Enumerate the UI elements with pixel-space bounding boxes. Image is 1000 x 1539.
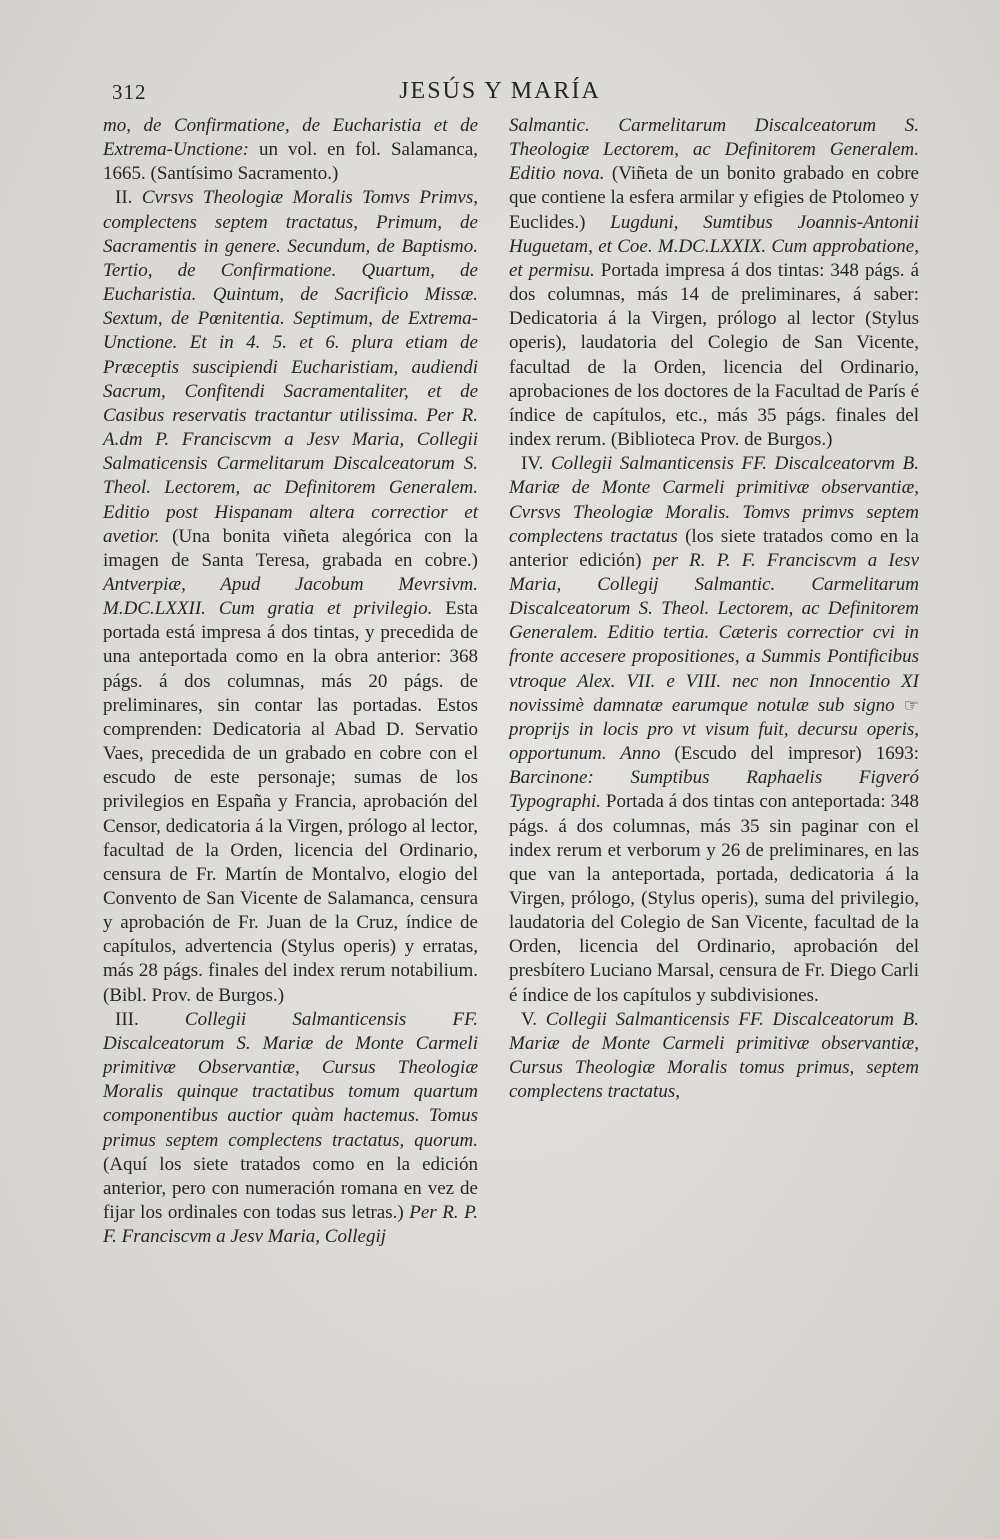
page-number: 312 — [112, 80, 147, 104]
text-run: IV. — [521, 453, 551, 475]
italic-latin-text: mo, de Confirmatione, de Eucharistia et de Extrema-Unctione: — [103, 115, 478, 161]
running-title: JESÚS Y MARÍA — [399, 78, 601, 104]
italic-latin-text: Barcinone: Sumptibus Raphaelis Figveró Typographi. — [509, 767, 919, 813]
text-run: (Viñeta de un bonito grabado en cobre que contiene la esfera armilar y efigies de Ptolomeo y Euclides.) — [509, 163, 919, 233]
italic-latin-text: Salmantic. Carmelitarum Discalceatorum S. Theologiæ Lectorem, ac Definitorem Generalem. Editio nova. — [509, 115, 919, 185]
bibliography-paragraph — [509, 1008, 919, 1105]
pointing-hand-icon: ☞ — [903, 695, 919, 715]
italic-latin-text: Per R. P. F. Franciscvm a Jesv Maria, Collegij — [103, 1202, 478, 1248]
text-run: Portada impresa á dos tintas: 348 págs. á dos columnas, más 14 de preliminares, á saber: Dedicatoria á la Virgen, prólogo al lector (Stylus operis), laudatoria del Colegio de San Vicente, facultad de la Orden, licencia del Ordinario, aprobaciones de los doctores de la Facultad de París é índice de capítulos, etc., más 35 págs. finales del index rerum. (Biblioteca Prov. de Burgos.) — [509, 259, 920, 451]
text-run: Portada á dos tintas con anteportada: 348 págs. á dos columnas, más 35 sin paginar con el index rerum et verborum y 26 de preliminares, en las que van la anteportada, portada, dedicatoria á la Virgen, prólogo, (Stylus operis), suma del privilegio, laudatoria del Colegio de San Vicente, facultad de la Orden, licencia del Ordinario, aprobación del presbítero Luciano Marsal, censura de Fr. Diego Carli é índice de los capítulos y subdivisiones. — [509, 791, 919, 1006]
text-run: II. — [115, 187, 142, 209]
bibliography-paragraph — [103, 1008, 478, 1250]
text-run: (Aquí los siete tratados como en la edición anterior, pero con numeración romana en vez de fijar los ordinales con todas sus letras.) — [103, 1153, 478, 1224]
italic-latin-text: Cvrsvs Theologiæ Moralis Tomvs Primvs, complectens septem tractatus, Primum, de Sacramentis in genere. Secundum, de Baptismo. Tertio, de Confirmatione. Quartum, de Eucharistia. Quintum, de Sacrificio Missæ. Sextum, de Pœnitentia. Septimum, de Extrema-Unctione. Et in 4. 5. et 6. plura etiam de Præceptis suscipiendi Eucharistiam, audiendi Sacrum, Confitendi Sacramentaliter, et de Casibus reservatis tractantur utilissima. Per R. A.dm P. Franciscvm a Jesv Maria, Collegii Salmaticensis Carmelitarum Discalceatorum S. Theol. Lectorem, ac Definitorem Generalem. Editio post Hispanam altera correctior et avetior. — [103, 187, 478, 547]
bibliography-paragraph — [509, 452, 919, 1008]
italic-latin-text: per R. P. F. Franciscvm a Iesv Maria, Collegij Salmantic. Carmelitarum Discalceatorum S. Theol. Lectorem, ac Definitorem Generalem. Editio tertia. Cæteris correctior cvi in fronte accesere propositiones, a Summis Pontificibus vtroque Alex. VII. e VIII. nec non Innocentio XI novissimè damnatæ earumque notulæ sub signo — [509, 549, 919, 716]
text-run: (Una bonita viñeta alegórica con la imagen de Santa Teresa, grabada en cobre.) — [103, 525, 478, 571]
text-run: (Escudo del impresor) 1693: — [660, 743, 919, 765]
left-text-column — [103, 114, 478, 1249]
italic-latin-text: Antverpiæ, Apud Jacobum Mevrsivm. M.DC.LXXII. Cum gratia et privilegio. — [103, 573, 478, 620]
italic-latin-text: Collegii Salmanticensis FF. Discalceatorum B. Mariæ de Monte Carmeli primitivæ observantiæ, Cursus Theologiæ Moralis tomus primus, septem complectens tractatus, — [509, 1008, 919, 1103]
bibliography-paragraph — [509, 114, 919, 452]
text-run: Esta portada está impresa á dos tintas, y precedida de una anteportada como en la obra anterior: 368 págs. á dos columnas, más 20 págs. de preliminares, sin contar las portadas. Estos comprenden: Dedicatoria al Abad D. Servatio Vaes, precedida de un grabado en cobre con el escudo de este personaje; sumas de los privilegios en España y Francia, aprobación del Censor, dedicatoria á la Virgen, prólogo al lector, facultad de la Orden, licencia del Ordinario, censura de Fr. Martín de Montalvo, elogio del Convento de San Vicente de Salamanca, censura y aprobación de Fr. Juan de la Cruz, índice de capítulos, advertencia (Stylus operis) y erratas, más 28 págs. finales del index rerum notabilium. (Bibl. Prov. de Burgos.) — [103, 598, 478, 1006]
italic-latin-text: proprijs in locis pro vt visum fuit, decursu operis, opportunum. Anno — [509, 718, 919, 765]
italic-latin-text: Collegii Salmanticensis FF. Discalceatorvm B. Mariæ de Monte Carmeli primitivæ observantiæ, Cvrsvs Theologiæ Moralis. Tomvs primvs septem complectens tractatus — [509, 453, 919, 547]
right-text-column — [509, 114, 919, 1104]
text-run: V. — [521, 1008, 546, 1030]
text-run: un vol. en fol. Salamanca, 1665. (Santísimo Sacramento.) — [103, 139, 478, 185]
italic-latin-text: Lugduni, Sumtibus Joannis-Antonii Huguetam, et Coe. M.DC.LXXIX. Cum approbatione, et permisu. — [509, 211, 919, 281]
text-run: (los siete tratados como en la anterior edición) — [509, 525, 919, 571]
text-run: III. — [115, 1008, 185, 1030]
italic-latin-text: Collegii Salmanticensis FF. Discalceatorum S. Mariæ de Monte Carmeli primitivæ Observantiæ, Cursus Theologiæ Moralis quinque tractatibus tomum quartum componentibus auctior quàm hactemus. Tomus primus septem complectens tractatus, quorum. — [103, 1008, 479, 1151]
bibliography-paragraph — [103, 114, 478, 186]
bibliography-paragraph — [103, 186, 478, 1007]
